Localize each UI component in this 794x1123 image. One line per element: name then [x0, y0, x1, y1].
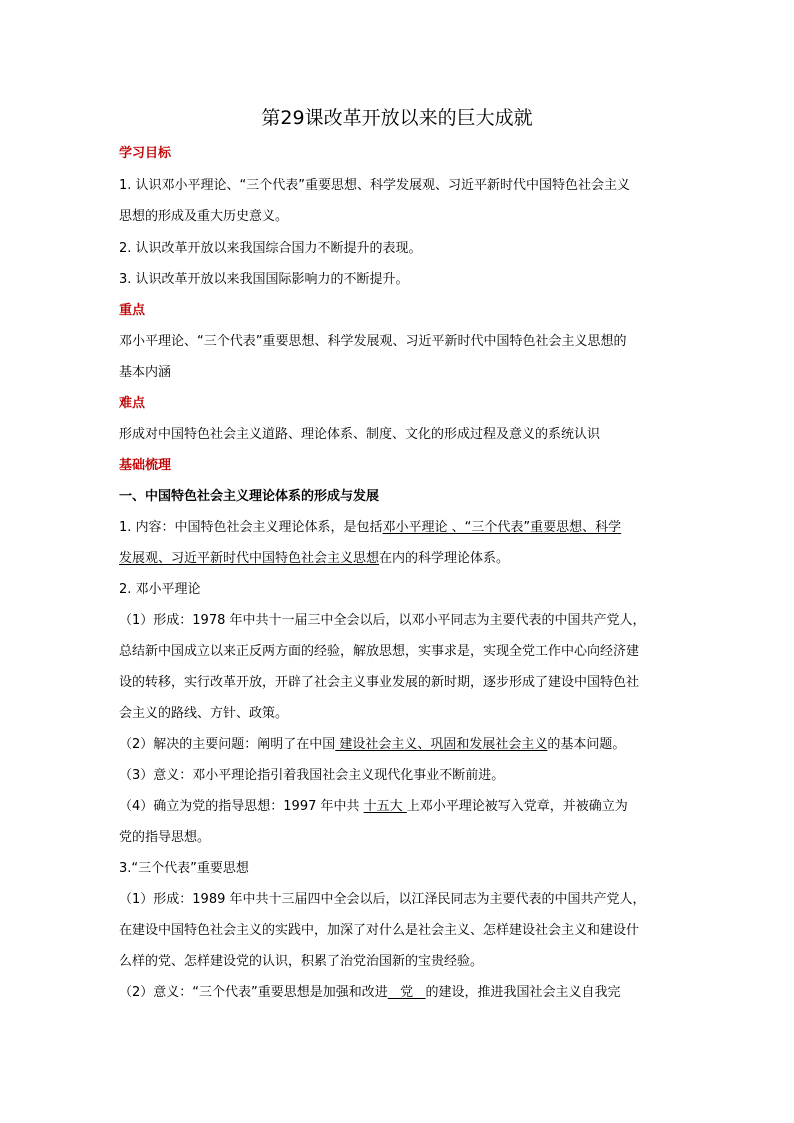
- deng-main-issue-label: （2）解决的主要问题：阐明了在中国: [119, 737, 336, 752]
- deng-formation-line-4: 会主义的路线、方针、政策。: [119, 706, 289, 721]
- deng-formation-line-3: 设的转移，实行改革开放，开辟了社会主义事业发展的新时期，逐步形成了建设中国特色社: [119, 675, 640, 690]
- deng-formation-line-2: 总结新中国成立以来正反两方面的经验，解放思想，实事求是，实现全党工作中心向经济建: [119, 644, 640, 659]
- page-title: 第29课改革开放以来的巨大成就: [261, 107, 533, 129]
- deng-main-issue: [119, 736, 625, 754]
- content-tail: 在内的科学理论体系。: [379, 551, 510, 566]
- three-formation-line-1: （1）形成：1989 年中共十三届四中全会以后，以江泽民同志为主要代表的中国共产党人，: [119, 892, 646, 907]
- deng-main-issue-answer: 建设社会主义、巩固和发展社会主义: [335, 737, 548, 752]
- goal-1-line-1: 1. 认识邓小平理论、“三个代表”重要思想、科学发展观、习近平新时代中国特色社会主义: [119, 178, 631, 193]
- deng-theory-heading: 2. 邓小平理论: [119, 582, 201, 597]
- three-represents-heading: 3.“三个代表”重要思想: [119, 861, 249, 876]
- goal-3: 3. 认识改革开放以来我国国际影响力的不断提升。: [119, 272, 409, 287]
- deng-formation-line-1: （1）形成：1978 年中共十一届三中全会以后，以邓小平同志为主要代表的中国共产党人，: [119, 613, 646, 628]
- content-answer-part-2: 发展观、习近平新时代中国特色社会主义思想: [119, 551, 380, 566]
- three-formation-line-2: 在建设中国特色社会主义的实践中，加深了对什么是社会主义、怎样建设社会主义和建设什: [119, 923, 640, 938]
- key-points-heading: 重点: [119, 303, 146, 318]
- three-formation-line-3: 么样的党、怎样建设党的认识，积累了治党治国新的宝贵经验。: [119, 954, 484, 969]
- three-significance: [119, 984, 621, 1002]
- deng-significance: （3）意义：邓小平理论指引着我国社会主义现代化事业不断前进。: [119, 768, 505, 783]
- three-significance-label: （2）意义：“三个代表”重要思想是加强和改进: [119, 985, 388, 1000]
- section-1-heading: 一、中国特色社会主义理论体系的形成与发展: [119, 489, 380, 504]
- content-answer-part-1: 邓小平理论 、“三个代表”重要思想、科学: [382, 520, 622, 535]
- goal-2: 2. 认识改革开放以来我国综合国力不断提升的表现。: [119, 241, 422, 256]
- deng-guiding-line-1: [119, 798, 628, 816]
- content-line-2: [119, 550, 509, 568]
- key-points-line-2: 基本内涵: [119, 365, 172, 380]
- three-significance-answer: 党: [387, 985, 426, 1000]
- goal-1-line-2: 思想的形成及重大历史意义。: [119, 209, 289, 224]
- deng-guiding-line-2: 党的指导思想。: [119, 830, 211, 845]
- content-line-1: [119, 519, 621, 537]
- content-label: 1. 内容：中国特色社会主义理论体系，是包括: [119, 520, 383, 535]
- three-significance-tail: 的建设，推进我国社会主义自我完: [425, 985, 621, 1000]
- difficulty-text: 形成对中国特色社会主义道路、理论体系、制度、文化的形成过程及意义的系统认识: [119, 427, 601, 442]
- deng-guiding-label: （4）确立为党的指导思想：1997 年中共: [119, 799, 364, 814]
- basics-heading: 基础梳理: [119, 458, 172, 473]
- difficulty-heading: 难点: [119, 396, 146, 411]
- key-points-line-1: 邓小平理论、“三个代表”重要思想、科学发展观、习近平新时代中国特色社会主义思想的: [119, 334, 627, 349]
- deng-main-issue-tail: 的基本问题。: [547, 737, 626, 752]
- deng-guiding-tail: 上邓小平理论被写入党章，并被确立为: [406, 799, 628, 814]
- deng-guiding-answer: 十五大: [363, 799, 407, 814]
- goals-heading: 学习目标: [119, 146, 172, 161]
